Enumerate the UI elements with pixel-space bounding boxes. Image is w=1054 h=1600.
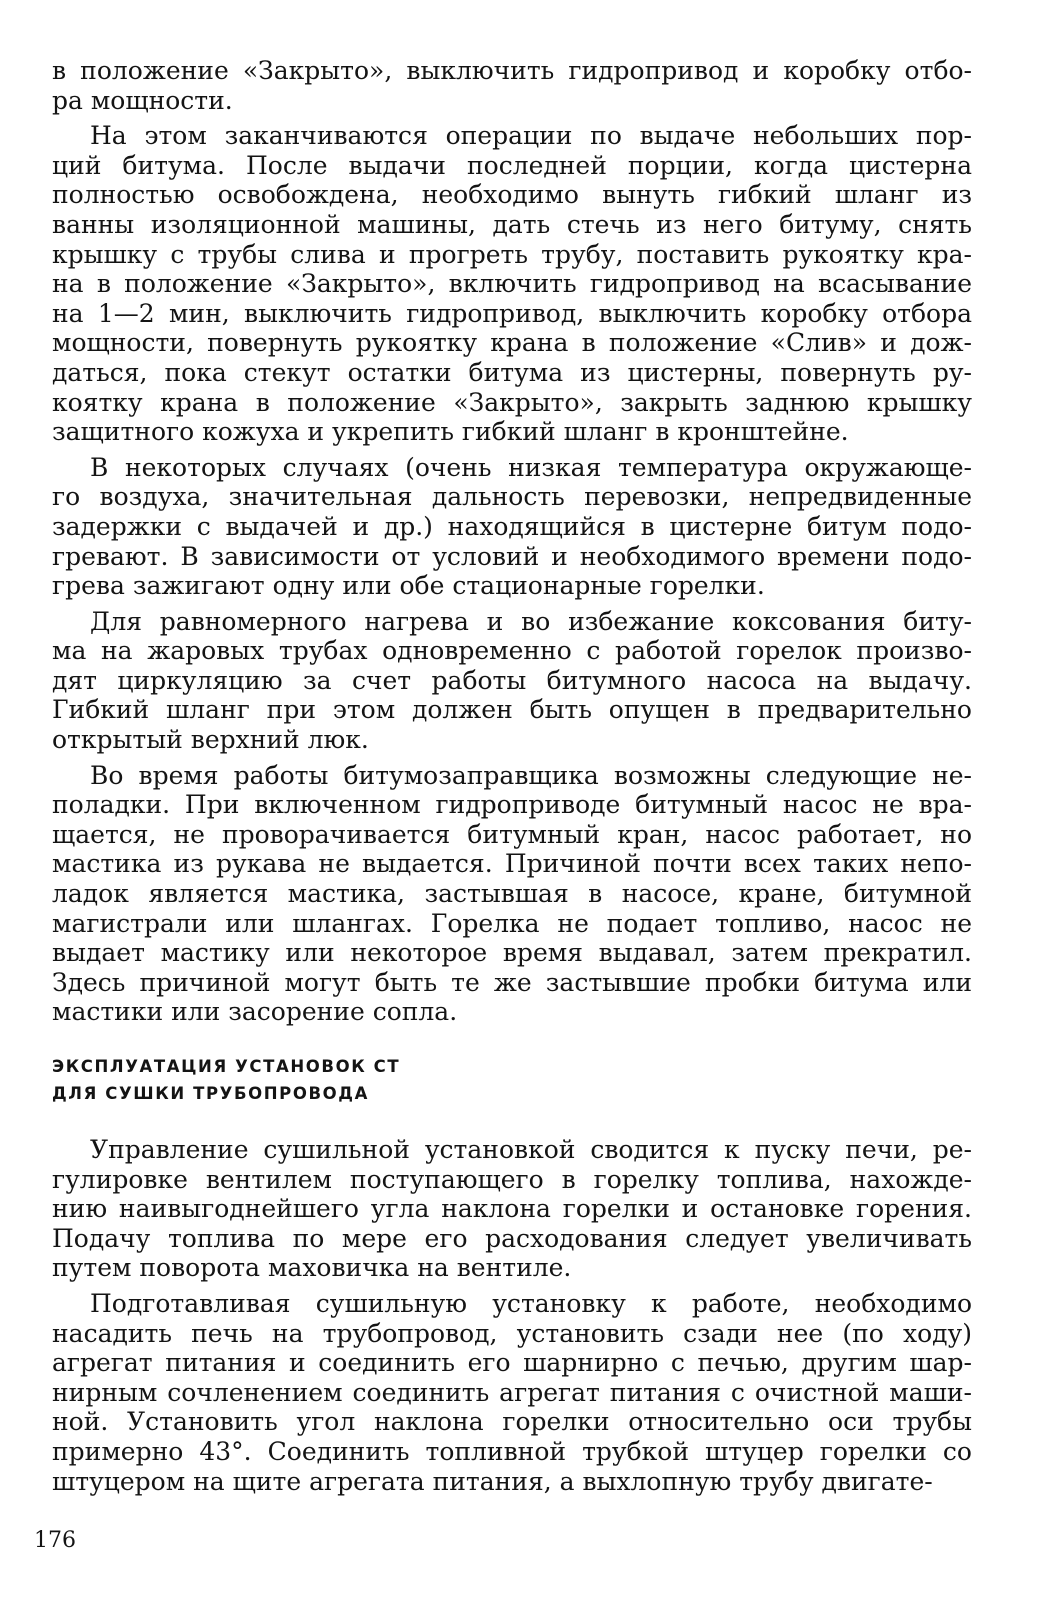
paragraph bbox=[52, 607, 972, 755]
text-line: агрегат питания и соединить его шарнирно с печью, другим шар- bbox=[52, 1348, 972, 1378]
text-line: ванны изоляционной машины, дать стечь из него битуму, снять bbox=[52, 209, 972, 239]
text-line: Подготавливая сушильную установку к работе, необходимо bbox=[90, 1288, 972, 1318]
section-heading-line-1: ЭКСПЛУАТАЦИЯ УСТАНОВОК СТ bbox=[52, 1057, 401, 1076]
text-line: поладки. При включенном гидроприводе битумный насос не вра- bbox=[52, 790, 972, 820]
text-line: ма на жаровых трубах одновременно с работой горелок произво- bbox=[52, 636, 972, 666]
text-line: защитного кожуха и укрепить гибкий шланг в кронштейне. bbox=[52, 417, 849, 447]
text-line: На этом заканчиваются операции по выдаче небольших пор- bbox=[90, 121, 972, 151]
text-line: мастика из рукава не выдается. Причиной почти всех таких непо- bbox=[52, 849, 972, 879]
text-line: путем поворота маховичка на вентиле. bbox=[52, 1253, 572, 1283]
text-line: Во время работы битумозаправщика возможны следующие не- bbox=[90, 760, 972, 790]
paragraph bbox=[52, 1135, 972, 1283]
text-line: Управление сушильной установкой сводится к пуску печи, ре- bbox=[90, 1135, 972, 1164]
text-line: ций битума. После выдачи последней порции, когда цистерна bbox=[52, 150, 972, 180]
text-line: в положение «Закрыто», выключить гидропривод и коробку отбо- bbox=[52, 56, 972, 85]
body-text-section-two bbox=[52, 1135, 972, 1496]
paragraph bbox=[52, 453, 972, 601]
text-line: коятку крана в положение «Закрыто», закрыть заднюю крышку bbox=[52, 387, 972, 417]
text-line: магистрали или шлангах. Горелка не подает топливо, насос не bbox=[52, 908, 972, 938]
text-line: Здесь причиной могут быть те же застывшие пробки битума или bbox=[52, 967, 972, 997]
text-line: насадить печь на трубопровод, установить сзади нее (по ходу) bbox=[52, 1318, 972, 1348]
text-line: нию наивыгоднейшего угла наклона горелки и остановке горения. bbox=[52, 1194, 972, 1224]
paragraph bbox=[52, 1289, 972, 1496]
paragraph bbox=[52, 56, 972, 115]
text-line: открытый верхний люк. bbox=[52, 725, 369, 755]
text-line: примерно 43°. Соединить топливной трубкой штуцер горелки со bbox=[52, 1436, 972, 1466]
text-line: Гибкий шланг при этом должен быть опущен в предварительно bbox=[52, 695, 972, 725]
text-line: щается, не проворачивается битумный кран, насос работает, но bbox=[52, 819, 972, 849]
text-line: гулировке вентилем поступающего в горелку топлива, нахожде- bbox=[52, 1164, 972, 1194]
text-line: гревают. В зависимости от условий и необходимого времени подо- bbox=[52, 541, 972, 571]
text-line: ладок является мастика, застывшая в насосе, кране, битумной bbox=[52, 879, 972, 909]
text-line: го воздуха, значительная дальность перевозки, непредвиденные bbox=[52, 482, 972, 512]
text-line: Подачу топлива по мере его расходования следует увеличивать bbox=[52, 1223, 972, 1253]
text-line: крышку с трубы слива и прогреть трубу, поставить рукоятку кра- bbox=[52, 239, 972, 269]
text-line: грева зажигают одну или обе стационарные горелки. bbox=[52, 571, 765, 601]
text-line: на 1—2 мин, выключить гидропривод, выключить коробку отбора bbox=[52, 298, 972, 328]
text-line: мощности, повернуть рукоятку крана в положение «Слив» и дож- bbox=[52, 328, 972, 358]
text-line: выдает мастику или некоторое время выдавал, затем прекратил. bbox=[52, 938, 972, 968]
text-line: на в положение «Закрыто», включить гидропривод на всасывание bbox=[52, 269, 972, 299]
text-line: полностью освобождена, необходимо вынуть гибкий шланг из bbox=[52, 180, 972, 210]
text-line: штуцером на щите агрегата питания, а выхлопную трубу двигате- bbox=[52, 1466, 933, 1496]
text-line: Для равномерного нагрева и во избежание коксования биту- bbox=[90, 606, 972, 636]
page-body bbox=[52, 56, 972, 1496]
text-line: задержки с выдачей и др.) находящийся в цистерне битум подо- bbox=[52, 511, 972, 541]
paragraph bbox=[52, 761, 972, 1027]
paragraph bbox=[52, 121, 972, 447]
text-line: ной. Установить угол наклона горелки относительно оси трубы bbox=[52, 1407, 972, 1437]
text-line: даться, пока стекут остатки битума из цистерны, повернуть ру- bbox=[52, 357, 972, 387]
body-text-section-one bbox=[52, 56, 972, 1027]
text-line: мастики или засорение сопла. bbox=[52, 997, 458, 1027]
text-line: нирным сочленением соединить агрегат питания с очистной маши- bbox=[52, 1377, 972, 1407]
section-heading bbox=[52, 1053, 972, 1107]
section-heading-line-2: ДЛЯ СУШКИ ТРУБОПРОВОДА bbox=[52, 1084, 369, 1103]
text-line: В некоторых случаях (очень низкая температура окружающе- bbox=[90, 452, 972, 482]
text-line: дят циркуляцию за счет работы битумного насоса на выдачу. bbox=[52, 665, 972, 695]
page-number: 176 bbox=[34, 1528, 76, 1553]
text-line: ра мощности. bbox=[52, 85, 233, 115]
